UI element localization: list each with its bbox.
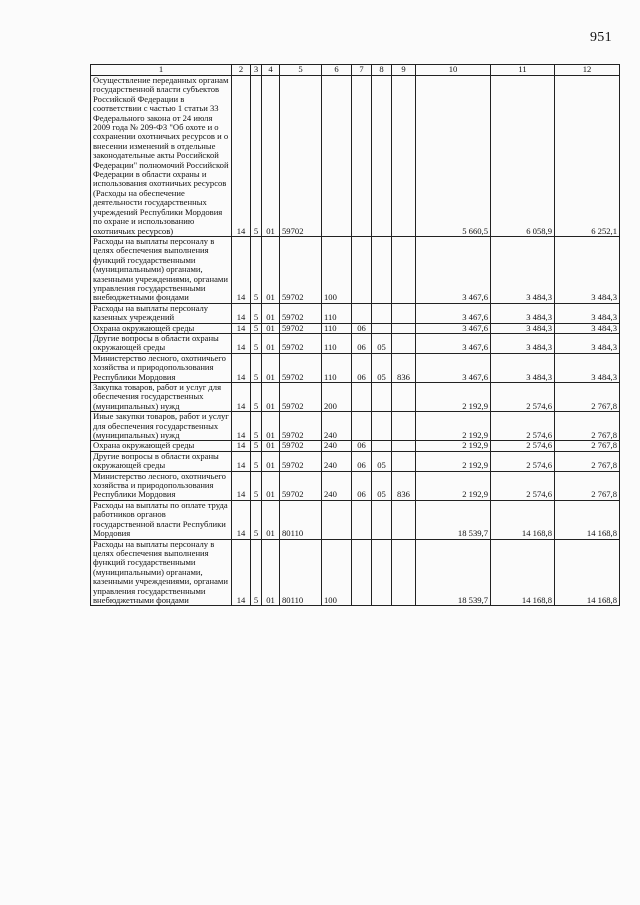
amount-cell: 2 767,8: [555, 471, 620, 500]
code-cell: 01: [262, 451, 280, 471]
code-cell: 14: [232, 323, 251, 333]
code-cell: 06: [352, 451, 372, 471]
amount-cell: 2 192,9: [416, 412, 491, 441]
amount-cell: 3 484,3: [555, 236, 620, 303]
code-cell: 5: [251, 303, 262, 323]
table-row: [91, 303, 620, 323]
code-cell: [372, 412, 392, 441]
code-cell: 110: [322, 303, 352, 323]
code-cell: 14: [232, 353, 251, 382]
description-cell: Другие вопросы в области охраны окружающей среды: [91, 333, 232, 353]
code-cell: [372, 383, 392, 412]
code-cell: 01: [262, 76, 280, 237]
code-cell: 14: [232, 303, 251, 323]
description-cell: Другие вопросы в области охраны окружающей среды: [91, 451, 232, 471]
description-cell: Министерство лесного, охотничьего хозяйства и природопользования Республики Мордовия: [91, 471, 232, 500]
amount-cell: 2 574,6: [491, 471, 555, 500]
amount-cell: 2 767,8: [555, 451, 620, 471]
amount-cell: 2 192,9: [416, 471, 491, 500]
code-cell: 5: [251, 471, 262, 500]
code-cell: [352, 76, 372, 237]
code-cell: 5: [251, 412, 262, 441]
amount-cell: 6 252,1: [555, 76, 620, 237]
code-cell: 836: [392, 353, 416, 382]
code-cell: 59702: [280, 471, 322, 500]
amount-cell: 2 192,9: [416, 383, 491, 412]
amount-cell: 3 484,3: [555, 353, 620, 382]
code-cell: 14: [232, 412, 251, 441]
code-cell: [322, 500, 352, 539]
amount-cell: 18 539,7: [416, 500, 491, 539]
description-cell: Министерство лесного, охотничьего хозяйства и природопользования Республики Мордовия: [91, 353, 232, 382]
code-cell: 5: [251, 383, 262, 412]
description-cell: Осуществление переданных органам государственной власти субъектов Российской Федерации в соответствии с частью 1 статьи 33 Федерального закона от 24 июля 2009 года № 209-ФЗ "Об охоте и о сохранении охотничьих ресурсов и о внесении изменений в отдельные законодательные акты Российской Федерации" полномочий Российской Федерации в области охраны и использования охотничьих ресурсов (Расходы на обеспечение деятельности государственных учреждений Республики Мордовия по охране и использованию охотничьих ресурсов): [91, 76, 232, 237]
amount-cell: 3 484,3: [555, 323, 620, 333]
code-cell: 5: [251, 236, 262, 303]
amount-cell: 14 168,8: [491, 539, 555, 606]
code-cell: 80110: [280, 500, 322, 539]
table-row: [91, 500, 620, 539]
description-cell: Расходы на выплаты персоналу в целях обеспечения выполнения функций государственными (муниципальными) органами, казенными учреждениями, органами управления государственными внебюджетными фондами: [91, 236, 232, 303]
code-cell: 01: [262, 539, 280, 606]
code-cell: 06: [352, 333, 372, 353]
description-cell: Расходы на выплаты персоналу в целях обеспечения выполнения функций государственными (муниципальными) органами, казенными учреждениями, органами управления государственными внебюджетными фондами: [91, 539, 232, 606]
table-row: [91, 76, 620, 237]
amount-cell: 2 192,9: [416, 441, 491, 451]
description-cell: Закупка товаров, работ и услуг для обеспечения государственных (муниципальных) нужд: [91, 383, 232, 412]
header-cell: 2: [232, 65, 251, 76]
code-cell: 59702: [280, 303, 322, 323]
code-cell: 59702: [280, 323, 322, 333]
table-row: [91, 383, 620, 412]
header-row: [91, 65, 620, 76]
amount-cell: 3 467,6: [416, 333, 491, 353]
code-cell: 14: [232, 441, 251, 451]
code-cell: 5: [251, 353, 262, 382]
code-cell: [372, 303, 392, 323]
amount-cell: 18 539,7: [416, 539, 491, 606]
code-cell: 01: [262, 471, 280, 500]
code-cell: 05: [372, 353, 392, 382]
header-cell: 4: [262, 65, 280, 76]
amount-cell: 3 467,6: [416, 303, 491, 323]
code-cell: [322, 76, 352, 237]
code-cell: [372, 539, 392, 606]
code-cell: 240: [322, 471, 352, 500]
code-cell: [392, 539, 416, 606]
table-row: [91, 539, 620, 606]
code-cell: 14: [232, 76, 251, 237]
code-cell: 14: [232, 333, 251, 353]
code-cell: 240: [322, 451, 352, 471]
header-cell: 3: [251, 65, 262, 76]
code-cell: [392, 451, 416, 471]
amount-cell: 3 484,3: [491, 333, 555, 353]
code-cell: 14: [232, 451, 251, 471]
code-cell: 110: [322, 323, 352, 333]
amount-cell: 3 467,6: [416, 323, 491, 333]
code-cell: 59702: [280, 236, 322, 303]
description-cell: Расходы на выплаты персоналу казенных учреждений: [91, 303, 232, 323]
amount-cell: 2 767,8: [555, 412, 620, 441]
code-cell: 06: [352, 323, 372, 333]
code-cell: 01: [262, 303, 280, 323]
code-cell: 14: [232, 471, 251, 500]
amount-cell: 2 574,6: [491, 441, 555, 451]
header-cell: 5: [280, 65, 322, 76]
code-cell: [392, 323, 416, 333]
header-cell: 12: [555, 65, 620, 76]
code-cell: [372, 441, 392, 451]
table-row: [91, 441, 620, 451]
code-cell: 14: [232, 383, 251, 412]
code-cell: [352, 500, 372, 539]
code-cell: 59702: [280, 333, 322, 353]
code-cell: [372, 76, 392, 237]
code-cell: [352, 383, 372, 412]
code-cell: 06: [352, 471, 372, 500]
budget-table: [90, 64, 620, 606]
code-cell: [392, 383, 416, 412]
code-cell: 110: [322, 353, 352, 382]
code-cell: 01: [262, 333, 280, 353]
code-cell: 05: [372, 333, 392, 353]
code-cell: 110: [322, 333, 352, 353]
code-cell: [352, 539, 372, 606]
page-number: 951: [590, 30, 612, 45]
code-cell: [392, 236, 416, 303]
code-cell: [392, 76, 416, 237]
code-cell: 59702: [280, 451, 322, 471]
amount-cell: 2 767,8: [555, 383, 620, 412]
header-cell: 7: [352, 65, 372, 76]
code-cell: [392, 303, 416, 323]
header-cell: 11: [491, 65, 555, 76]
code-cell: 06: [352, 441, 372, 451]
code-cell: [392, 500, 416, 539]
code-cell: 01: [262, 441, 280, 451]
code-cell: [372, 323, 392, 333]
code-cell: 80110: [280, 539, 322, 606]
description-cell: Иные закупки товаров, работ и услуг для обеспечения государственных (муниципальных) нужд: [91, 412, 232, 441]
amount-cell: 3 467,6: [416, 353, 491, 382]
code-cell: [352, 303, 372, 323]
description-cell: Охрана окружающей среды: [91, 441, 232, 451]
code-cell: 01: [262, 383, 280, 412]
code-cell: 59702: [280, 383, 322, 412]
amount-cell: 3 484,3: [491, 353, 555, 382]
code-cell: 5: [251, 323, 262, 333]
code-cell: 59702: [280, 412, 322, 441]
amount-cell: 2 574,6: [491, 412, 555, 441]
table-header: [91, 65, 620, 76]
code-cell: 100: [322, 539, 352, 606]
amount-cell: 2 192,9: [416, 451, 491, 471]
code-cell: 100: [322, 236, 352, 303]
code-cell: [372, 500, 392, 539]
code-cell: [352, 412, 372, 441]
amount-cell: 3 484,3: [491, 323, 555, 333]
header-cell: 10: [416, 65, 491, 76]
code-cell: 59702: [280, 76, 322, 237]
code-cell: 200: [322, 383, 352, 412]
code-cell: 59702: [280, 441, 322, 451]
code-cell: 14: [232, 236, 251, 303]
code-cell: 01: [262, 323, 280, 333]
table-row: [91, 323, 620, 333]
amount-cell: 6 058,9: [491, 76, 555, 237]
code-cell: 5: [251, 441, 262, 451]
table-row: [91, 333, 620, 353]
code-cell: 05: [372, 471, 392, 500]
amount-cell: 3 484,3: [491, 236, 555, 303]
code-cell: 01: [262, 500, 280, 539]
code-cell: 836: [392, 471, 416, 500]
amount-cell: 2 767,8: [555, 441, 620, 451]
code-cell: 01: [262, 353, 280, 382]
amount-cell: 3 484,3: [555, 333, 620, 353]
table-row: [91, 353, 620, 382]
amount-cell: 14 168,8: [555, 500, 620, 539]
table-row: [91, 412, 620, 441]
code-cell: 14: [232, 539, 251, 606]
table-row: [91, 451, 620, 471]
amount-cell: 3 484,3: [491, 303, 555, 323]
table-body: [91, 76, 620, 606]
amount-cell: 2 574,6: [491, 383, 555, 412]
amount-cell: 14 168,8: [491, 500, 555, 539]
amount-cell: 5 660,5: [416, 76, 491, 237]
code-cell: 5: [251, 451, 262, 471]
code-cell: [352, 236, 372, 303]
description-cell: Расходы на выплаты по оплате труда работников органов государственной власти Республики Мордовия: [91, 500, 232, 539]
code-cell: 59702: [280, 353, 322, 382]
amount-cell: 3 467,6: [416, 236, 491, 303]
header-cell: 6: [322, 65, 352, 76]
description-cell: Охрана окружающей среды: [91, 323, 232, 333]
header-cell: 1: [91, 65, 232, 76]
header-cell: 8: [372, 65, 392, 76]
code-cell: [392, 333, 416, 353]
amount-cell: 2 574,6: [491, 451, 555, 471]
code-cell: 14: [232, 500, 251, 539]
code-cell: [372, 236, 392, 303]
code-cell: [392, 441, 416, 451]
header-cell: 9: [392, 65, 416, 76]
table-row: [91, 471, 620, 500]
code-cell: 240: [322, 441, 352, 451]
code-cell: 05: [372, 451, 392, 471]
code-cell: 240: [322, 412, 352, 441]
amount-cell: 14 168,8: [555, 539, 620, 606]
code-cell: 01: [262, 236, 280, 303]
table-row: [91, 236, 620, 303]
code-cell: 01: [262, 412, 280, 441]
code-cell: [392, 412, 416, 441]
code-cell: 5: [251, 539, 262, 606]
code-cell: 5: [251, 76, 262, 237]
code-cell: 5: [251, 500, 262, 539]
code-cell: 5: [251, 333, 262, 353]
amount-cell: 3 484,3: [555, 303, 620, 323]
code-cell: 06: [352, 353, 372, 382]
